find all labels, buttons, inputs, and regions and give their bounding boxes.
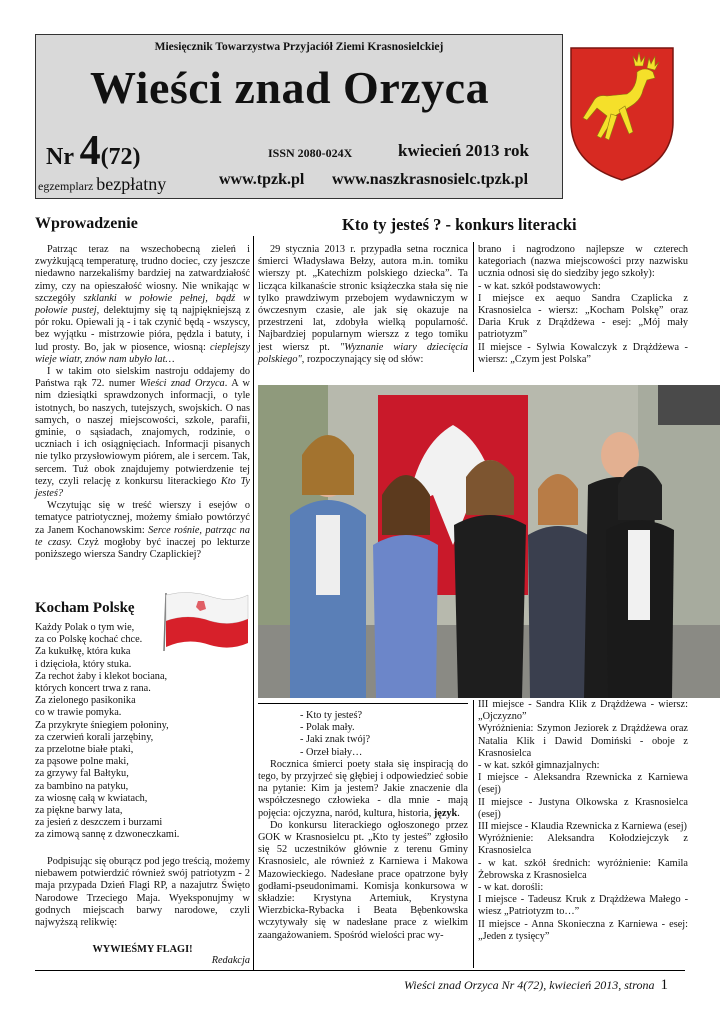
- quote-line-2: - Polak mały.: [300, 722, 355, 734]
- contest-m2-b: język: [433, 807, 458, 819]
- result-s7: Wyróżnienie: Aleksandra Kołodziejczyk z Krasnosielca: [478, 833, 688, 857]
- contest-results-right: [478, 699, 688, 943]
- closing-paragraph: [35, 856, 250, 929]
- closing-text: Podpisując się oburącz pod jego treścią, możemy niebawem potwierdzić również swój patriotyzm - 2 maja przypada Dzień Flagi RP, a nazajutrz Święto Narodowe Trzeciego Maja. Wyeksponujmy w godnych miejscach barwy narodowe, czyli najwyższą relikwię:: [35, 856, 250, 929]
- issue-date: kwiecień 2013 rok: [398, 141, 529, 160]
- intro-text: [35, 244, 250, 561]
- result-s5: II miejsce - Justyna Olkowska z Krasnosielca (esej): [478, 796, 688, 820]
- poem-text: [35, 622, 250, 842]
- intro-p2-b: Wieści znad Orzyca: [139, 378, 225, 390]
- editorial-signature: Redakcja: [211, 955, 250, 966]
- poem-line: Za rechot żaby i klekot bociana,: [35, 670, 168, 682]
- result-s1: III miejsce - Sandra Klik z Drążdżewa - wiersz: „Ojczyzno”: [478, 699, 688, 723]
- result-s11: II miejsce - Anna Skonieczna z Karniewa - esej: „Jeden z tysięcy”: [478, 918, 688, 942]
- quote-line-1: - Kto ty jesteś?: [300, 710, 363, 721]
- poem-line: co w trawie pomyka.: [35, 707, 122, 719]
- result-s2: Wyróżnienia: Szymon Jeziorek z Drążdżewa oraz Natalia Klik i Dawid Domiński - oboje z Krasnosielca: [478, 723, 688, 759]
- contest-m1-a: 29 stycznia 2013 r. przypadła setna rocznica śmierci Władysława Bełzy, autora m.in. tomiku wierszy pt. „Katechizm polskiego dziecka”. Ta licząca kilkanaście stronic książeczka stała się nie tylko prawdziwym przebojem wydawniczym w ówczesnym czasie, ale jak się okazuje na przestrzeni lat, zdobyła wielką popularność. Najbardziej popularnym wierszz z tego tomiku jest wiersz pt.: [258, 244, 468, 353]
- poem-line: za grzywy fal Bałtyku,: [35, 768, 129, 780]
- contest-text-top-right: [478, 244, 688, 366]
- copy-note: [38, 174, 166, 195]
- intro-p1-d: cieplejszy wieje wiatr, znów nam ubyło lat…: [35, 341, 250, 365]
- copy-label: egzemplarz: [38, 179, 94, 193]
- closing: [35, 944, 250, 966]
- intro-p3-a: Wczytując się w treść wierszy i esejów o tematyce patriotycznej, możemy śmiało powtórzyć za Janem Kochanowskim:: [35, 500, 250, 536]
- contest-m3: Do konkursu literackiego ogłoszonego przez GOK w Krasnosielcu pt. „Kto ty jesteś” zgłosiło się 52 uczestników głównie z terenu Gminy Krasnosielc, ale również z Karniewa i Makowa Mazowieckiego. Nadesłane prace opatrzone były godłami-pseudonimami. Komisja konkursowa w składzie: Krystyna Artemiuk, Krystyna Wierzbicka-Rybacka i Beata Bębenkowska wczytywały się w nadesłane prace z wielkim zaangażowaniem. Spośród wielości prac wy-: [258, 819, 468, 941]
- result-s4: I miejsce - Aleksandra Rzewnicka z Karniewa (esej): [478, 772, 688, 796]
- issn: ISSN 2080-024X: [268, 146, 353, 160]
- contest-r3: I miejsce ex aequo Sandra Czaplicka z Krasnosielca - wiersz: „Kocham Polskę” oraz Daria Kruk z Drążdżewa - esej: „Mój mały patriotyzm”: [478, 292, 688, 341]
- society-line: Miesięcznik Towarzystwa Przyjaciół Ziemi Krasnosielckiej: [154, 41, 444, 53]
- poem-line: i dzięcioła, który stuka.: [35, 658, 132, 670]
- poem-line: za bambino na patyku,: [35, 780, 129, 792]
- result-s6: III miejsce - Klaudia Rzewnicka z Karniewa (esej): [478, 821, 687, 833]
- intro-p2-d: Kto Ty jesteś?: [35, 475, 250, 500]
- contest-m1-c: , rozpoczynający się od słów:: [301, 353, 424, 365]
- issue-number-total: (72): [100, 144, 141, 170]
- contest-m2-a: Rocznica śmierci poety stała się inspiracją do tego, by przyjrzeć się głębiej i odpowiedzieć sobie na pytanie: Kim ja jestem? Jakie znaczenie dla współczesnego człowieka - dla mnie - mają pojęcia: ojczyzna, naród, kultura, historia,: [258, 758, 468, 819]
- poem-line: za wiosnę całą w kwiatach,: [35, 792, 148, 804]
- result-s10: I miejsce - Tadeusz Kruk z Drążdżewa Małego - wiesz „Patriotyzm to…”: [478, 894, 688, 918]
- footer-rule: [35, 970, 685, 971]
- result-s3: - w kat. szkół gimnazjalnych:: [478, 760, 600, 772]
- poem-line: za czerwień korali jarzębiny,: [35, 731, 154, 743]
- group-photo: [258, 385, 720, 698]
- contest-r1: brano i nagrodzono najlepsze w czterech kategoriach (nazwa miejscowości przy nazwisku ucznia odnosi się do siedziby jego szkoły):: [478, 244, 688, 280]
- column-divider-bottom: [473, 700, 474, 968]
- issue-prefix: Nr: [46, 144, 74, 170]
- mid-rule: [258, 703, 468, 704]
- column-divider-top: [473, 242, 474, 372]
- contest-r2: - w kat. szkół podstawowych:: [478, 280, 601, 292]
- coat-of-arms-icon: [567, 42, 677, 182]
- column-divider-left: [253, 236, 254, 970]
- intro-p2-a: I w takim oto sielskim nastroju oddajemy do Państwa rąk 72. numer: [35, 366, 250, 390]
- flag-call: WYWIEŚMY FLAGI!: [92, 944, 193, 955]
- contest-m1-b: "Wyznanie wiary dziecięcia polskiego": [258, 341, 469, 365]
- poem-line: których koncert trwa z rana.: [35, 683, 151, 695]
- intro-p1-a: Patrząc teraz na wszechobecną zieleń i zwyżkującą temperaturę, trudno dociec, czy jeszcze niedawno narzekaliśmy bardziej na zatwardziałość zimy, czy na opieszałość wiosny. Nie wnikając w szczegóły: [35, 244, 250, 304]
- website-link-1[interactable]: www.tpzk.pl: [219, 171, 305, 188]
- poem-line: Za przykryte śniegiem połoniny,: [35, 719, 169, 731]
- group-photo-drawing: [258, 385, 720, 698]
- intro-p1-b: szklanki w połowie pełnej, bądź w połowie pustej,: [35, 292, 250, 317]
- contest-text-mid: [258, 710, 468, 942]
- footer-text: Wieści znad Orzyca Nr 4(72), kwiecień 2013, strona: [403, 978, 655, 992]
- free-label: bezpłatny: [96, 174, 167, 194]
- newspaper-title: Wieści znad Orzyca: [90, 62, 490, 113]
- intro-p1-c: delektujmy się tą najpiękniejszą z pór roku. Opiewali ją - i tak czynić będą - wszyscy, bez wyjątku - mistrzowie pióra, pędzla i batuty, i lud prosty. Bo, jak w piosence, wiosną:: [35, 305, 250, 353]
- contest-m2-c: .: [457, 807, 460, 819]
- poem-line: za jesień z deszczem i burzami: [35, 817, 163, 829]
- intro-p3-b: Serce rośnie, patrząc na te czasy.: [35, 524, 250, 548]
- contest-heading: Kto ty jesteś ? - konkurs literacki: [342, 215, 577, 234]
- intro-paragraph-2: [35, 366, 250, 500]
- poem-line: Za zielonego pasikonika: [35, 695, 136, 707]
- issue-number: [46, 127, 141, 175]
- quote-line-4: - Orzeł biały…: [300, 746, 363, 758]
- poem-line: za przelotne białe ptaki,: [35, 744, 134, 756]
- contest-text-top-mid: [258, 244, 468, 366]
- page-number: 1: [660, 977, 668, 993]
- intro-heading: Wprowadzenie: [35, 215, 138, 232]
- poem-line: Za kukułkę, która kuka: [35, 646, 131, 658]
- intro-paragraph-1: [35, 244, 250, 366]
- intro-p3-c: Czyż mogłoby być inaczej po lekturze poniższego wiersza Sandry Czaplickiej?: [35, 536, 250, 561]
- poem-line: za co Polskę kochać chce.: [35, 634, 143, 646]
- poem-line: Każdy Polak o tym wie,: [35, 622, 135, 633]
- poem-line: za pąsowe polne maki,: [35, 756, 129, 768]
- poem-line: za zimową sannę z dzwoneczkami.: [35, 829, 180, 841]
- intro-paragraph-3: [35, 500, 250, 561]
- poem-line: za piękne barwy lata,: [35, 805, 123, 817]
- quote-line-3: - Jaki znak twój?: [300, 734, 371, 746]
- website-link-2[interactable]: www.naszkrasnosielc.tpzk.pl: [332, 171, 529, 188]
- result-s8: - w kat. szkół średnich: wyróżnienie: Kamila Żebrowska z Krasnosielca: [478, 857, 688, 881]
- masthead: [35, 34, 563, 199]
- intro-p2-c: . A w nim dziesiątki sprawdzonych informacji, o tyle istotnych, bo naszych, tutejszych, swojskich. O nas samych, o naszej miejscowości, szkole, parafii, gminie, o sąsiadach, znajomych, rodzinie, o uczniach i ich osiągnięciach. Informacji pisanych nie tylko przysłowiowym piórem, ale i sercem. Tak, sercem. Tuż obok znajdujemy potwierdzenie tej tezy, czyli relację z konkursu literackiego: [35, 378, 250, 487]
- poem-title: Kocham Polskę: [35, 600, 135, 616]
- issue-number-big: 4: [79, 128, 101, 174]
- footer: [35, 977, 668, 994]
- result-s9: - w kat. dorośli:: [478, 882, 544, 894]
- contest-r4: II miejsce - Sylwia Kowalczyk z Drążdżewa - wiersz: „Czym jest Polska”: [478, 341, 688, 365]
